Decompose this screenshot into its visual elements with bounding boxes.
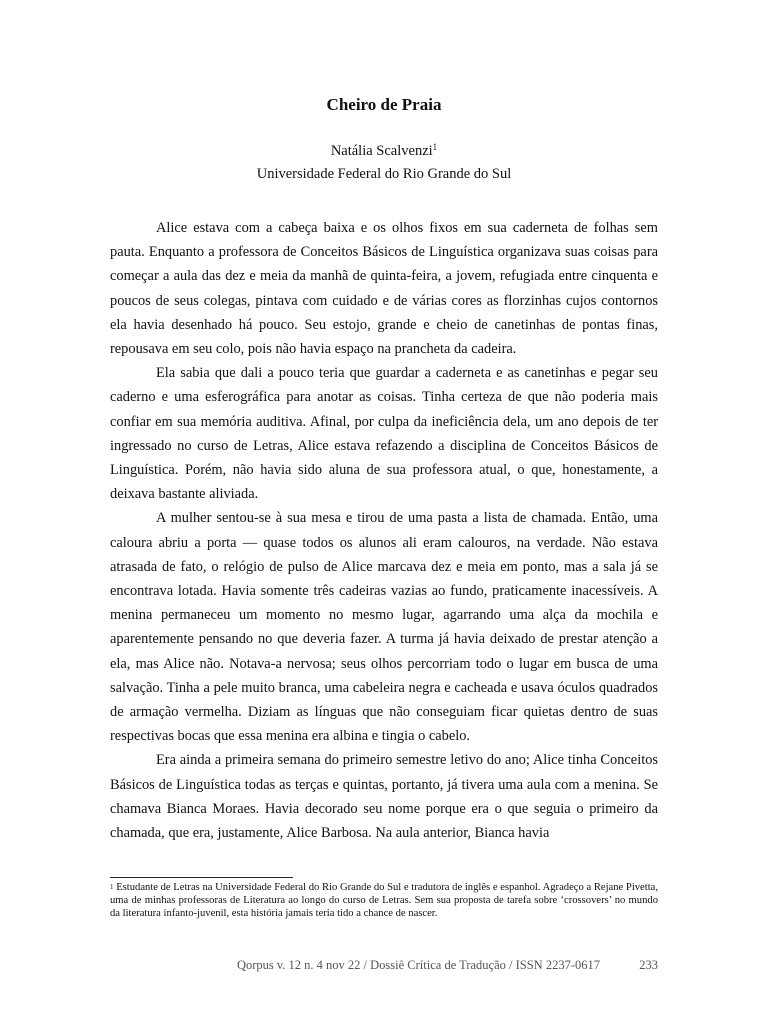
author-affiliation: Universidade Federal do Rio Grande do Sul [256,166,512,182]
footnote-divider [110,877,293,878]
author-name: Natália Scalvenzi [330,143,433,159]
page-footer [110,958,658,974]
body-paragraph: Ela sabia que dali a pouco teria que guardar a caderneta e as canetinhas e pegar seu caderno e uma esferográfica para anotar as coisas. Tinha certeza de que não poderia mais confiar em sua memória auditiva. Afinal, por culpa da ineficiência dela, um ano depois de ter ingressado no curso de Letras, Alice estava refazendo a disciplina de Conceitos Básicos de Linguística. Porém, não havia sido aluna de sua professora atual, o que, honestamente, a deixava bastante aliviada. [110,365,658,503]
article-title: Cheiro de Praia [326,95,442,114]
article-body [110,216,658,845]
footnote-mark: 1 [110,883,114,891]
footnote [110,881,658,920]
journal-citation: Qorpus v. 12 n. 4 nov 22 / Dossiê Crítica de Tradução / ISSN 2237-0617 [236,958,600,972]
body-paragraph: A mulher sentou-se à sua mesa e tirou de uma pasta a lista de chamada. Então, uma caloura abriu a porta — quase todos os alunos ali eram calouros, na verdade. Não estava atrasada de fato, o relógio de pulso de Alice marcava dez e meia em ponto, mas a sala já se encontrava lotada. Havia somente três cadeiras vazias ao fundo, praticamente inacessíveis. A menina permaneceu um momento no mesmo lugar, agarrando uma alça da mochila e aparentemente pensando no que deveria fazer. A turma já havia deixado de prestar atenção a ela, mas Alice não. Notava-a nervosa; seus olhos percorriam todo o lugar em busca de uma salvação. Tinha a pele muito branca, uma cabeleira negra e cacheada e usava óculos quadrados de armação vermelha. Diziam as línguas que não conseguiam ficar quietas dentro de suas respectivas bocas que essa menina era albina e tingia o cabelo. [110,510,658,745]
page-number: 233 [639,958,658,972]
footnote-text: Estudante de Letras na Universidade Federal do Rio Grande do Sul e tradutora de inglês e espanhol. Agradeço a Rejane Pivetta, uma de minhas professoras de Literatura ao longo do curso de Letras. Sem sua proposta de tarefa sobre ‘crossovers’ no mundo da literatura infanto-juvenil, esta história jamais teria tido a chance de nascer. [110,882,658,919]
body-paragraph: Era ainda a primeira semana do primeiro semestre letivo do ano; Alice tinha Conceitos Básicos de Linguística todas as terças e quintas, portanto, já tivera uma aula com a menina. Se chamava Bianca Moraes. Havia decorado seu nome porque era o que seguia o primeiro da chamada, que era, justamente, Alice Barbosa. Na aula anterior, Bianca havia [110,752,658,842]
body-paragraph: Alice estava com a cabeça baixa e os olhos fixos em sua caderneta de folhas sem pauta. Enquanto a professora de Conceitos Básicos de Linguística organizava suas coisas para começar a aula das dez e meia da manhã de quinta-feira, a jovem, refugiada entre cinquenta e poucos de seus colegas, pintava com cuidado e de várias cores as florzinhas cujos contornos ela havia desenhado há pouco. Seu estojo, grande e cheio de canetinhas de pontas finas, repousava em seu colo, pois não havia espaço na prancheta da cadeira. [110,220,658,358]
author-line [110,143,658,160]
author-footnote-mark[interactable]: 1 [432,142,438,152]
